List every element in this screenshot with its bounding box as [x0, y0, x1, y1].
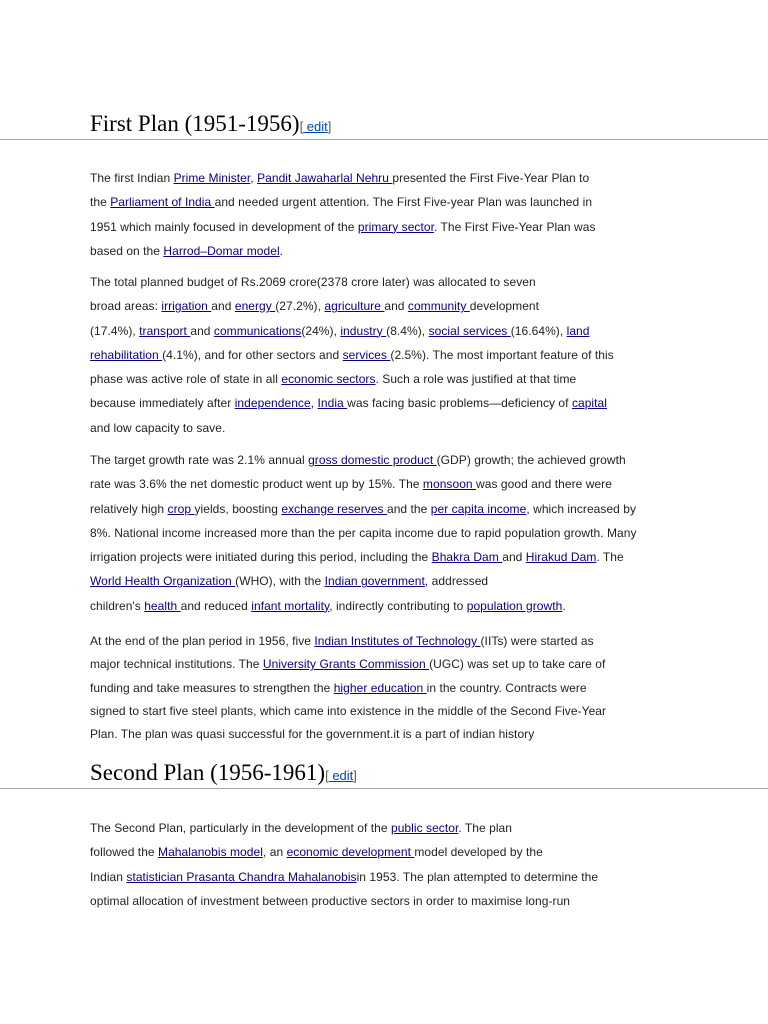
- body-text: (IITs) were started as: [480, 634, 594, 648]
- text-line: [90, 391, 690, 415]
- text-line: [90, 816, 690, 840]
- inline-link[interactable]: Hirakud: [525, 550, 571, 565]
- inline-link[interactable]: World Health Organization: [90, 574, 236, 589]
- body-text: (4.1%), and for other sectors and: [162, 347, 343, 362]
- section-heading-first-plan: [0, 107, 768, 140]
- text-line: [90, 472, 690, 496]
- inline-link[interactable]: Harrod–Domar model: [163, 243, 280, 258]
- text-line: [90, 653, 690, 676]
- body-text: (16.64%),: [510, 323, 567, 338]
- inline-link[interactable]: services: [342, 347, 391, 362]
- body-text: .: [279, 243, 284, 258]
- inline-link[interactable]: Pandit Jawaharlal Nehru: [257, 171, 393, 185]
- edit-link[interactable]: edit: [328, 768, 354, 783]
- body-text: rate was 3.6% the net domestic product went up by 15%. The: [90, 477, 423, 492]
- text-line: [90, 594, 690, 618]
- inline-link[interactable]: Mahalanobis model: [158, 845, 263, 860]
- text-line: [90, 545, 690, 569]
- inline-link[interactable]: infant mortality: [251, 598, 330, 613]
- edit-bracket-open: [: [325, 768, 329, 783]
- inline-link[interactable]: capital: [571, 396, 607, 411]
- body-text: optimal allocation of investment between productive sectors in order to maximise long-run: [90, 893, 571, 908]
- paragraph: [90, 270, 690, 440]
- body-text: model developed by the: [414, 845, 543, 860]
- text-line: [90, 416, 690, 440]
- body-text: yields, boosting: [194, 501, 282, 516]
- inline-link[interactable]: India: [317, 396, 348, 411]
- text-line: [90, 521, 690, 545]
- text-line: [90, 677, 690, 700]
- body-text: . Such a role was justified at that time: [375, 372, 577, 387]
- inline-link[interactable]: statistician: [126, 869, 187, 884]
- body-text: and: [384, 299, 408, 314]
- body-text: irrigation projects were initiated during this period, including the: [90, 550, 432, 565]
- body-text: The Second Plan, particularly in the development of the: [90, 821, 391, 835]
- text-line: [90, 865, 690, 889]
- body-text: ,: [250, 171, 258, 185]
- body-text: At the end of the plan period in 1956, five: [90, 634, 315, 648]
- body-text: , addressed: [424, 574, 489, 589]
- text-line: [90, 270, 690, 294]
- edit-bracket-close: ]: [353, 768, 357, 783]
- body-text: followed the: [90, 845, 159, 860]
- body-text: development: [469, 299, 540, 314]
- body-text: 8%. National income increased more than the per capita income due to rapid population growth. Many: [90, 525, 637, 540]
- inline-link[interactable]: exchange reserves: [281, 501, 387, 516]
- body-text: broad areas:: [90, 299, 162, 314]
- body-text: 1951 which mainly focused in development of the: [90, 219, 358, 234]
- body-text: , an: [262, 845, 287, 860]
- inline-link[interactable]: economic sectors: [281, 372, 376, 387]
- inline-link[interactable]: Indian government: [324, 574, 425, 589]
- body-text: was good and there were: [476, 477, 612, 492]
- text-line: [90, 840, 690, 864]
- paragraph: [90, 816, 690, 913]
- body-text: (WHO), with the: [235, 574, 325, 589]
- body-text: (2.5%). The most important feature of this: [390, 347, 614, 362]
- text-line: [90, 239, 690, 263]
- inline-link[interactable]: industry: [340, 323, 387, 338]
- inline-link[interactable]: Prime Minister: [173, 171, 251, 185]
- text-line: [90, 700, 690, 723]
- text-line: [90, 723, 690, 746]
- body-text: was facing basic problems—deficiency of: [347, 396, 572, 411]
- inline-link[interactable]: crop: [167, 501, 195, 516]
- body-text: (8.4%),: [386, 323, 429, 338]
- body-text: signed to start five steel plants, which came into existence in the middle of the Second Five-Year: [90, 703, 607, 718]
- body-text: major technical institutions. The: [90, 657, 263, 672]
- text-line: [90, 497, 690, 521]
- inline-link[interactable]: Indian Institutes of Technology: [314, 634, 481, 648]
- inline-link[interactable]: irrigation: [161, 299, 212, 314]
- inline-link[interactable]: primary sector: [357, 219, 434, 234]
- body-text: and: [211, 299, 235, 314]
- body-text: based on the: [90, 243, 164, 258]
- text-line: [90, 448, 690, 472]
- body-text: because immediately after: [90, 396, 235, 411]
- body-text: and low capacity to save.: [90, 420, 226, 435]
- inline-link[interactable]: per capita income: [430, 501, 527, 516]
- edit-link[interactable]: edit: [303, 119, 328, 134]
- body-text: . The: [596, 550, 624, 565]
- heading-title: First Plan (1951-1956): [90, 111, 300, 136]
- body-text: . The plan: [458, 821, 512, 835]
- text-line: [90, 190, 690, 214]
- inline-link[interactable]: economic development: [286, 845, 415, 860]
- section-heading-second-plan: [0, 756, 768, 789]
- text-line: [90, 569, 690, 593]
- text-line: [90, 166, 690, 190]
- body-text: phase was active role of state in all: [90, 372, 282, 387]
- body-text: (27.2%),: [275, 299, 325, 314]
- paragraph: [90, 630, 690, 746]
- edit-bracket-open: [: [299, 119, 304, 134]
- body-text: presented the First Five-Year Plan to: [392, 171, 590, 185]
- inline-link[interactable]: rehabilitation: [90, 347, 163, 362]
- inline-link[interactable]: transport: [139, 323, 191, 338]
- body-text: the: [90, 195, 111, 210]
- body-text: in the country. Contracts were: [426, 680, 587, 695]
- body-text: , which increased by: [526, 501, 637, 516]
- body-text: (24%),: [301, 323, 341, 338]
- paragraph: [90, 166, 690, 263]
- body-text: Indian: [90, 869, 127, 884]
- text-line: [90, 319, 690, 343]
- body-text: The total planned budget of Rs.2069 crore(2378 crore later) was allocated to seven: [90, 275, 536, 289]
- body-text: Plan. The plan was quasi successful for the government.it is a part of indian history: [90, 727, 535, 742]
- paragraph: [90, 448, 690, 618]
- inline-link[interactable]: public sector: [390, 821, 459, 835]
- inline-link[interactable]: community: [407, 299, 470, 314]
- inline-link[interactable]: agriculture: [324, 299, 385, 314]
- inline-link[interactable]: higher education: [333, 680, 427, 695]
- body-text: funding and take measures to strengthen the: [90, 680, 334, 695]
- text-line: [90, 215, 690, 239]
- body-text: in 1953. The plan attempted to determine the: [356, 869, 599, 884]
- body-text: and reduced: [180, 598, 252, 613]
- body-text: children's: [90, 598, 145, 613]
- body-text: ,: [310, 396, 318, 411]
- inline-link[interactable]: University Grants Commission: [262, 657, 430, 672]
- inline-link[interactable]: Dam: [570, 550, 597, 565]
- body-text: and: [190, 323, 214, 338]
- body-text: , indirectly contributing to: [329, 598, 467, 613]
- body-text: (UGC) was set up to take care of: [429, 657, 606, 672]
- inline-link[interactable]: monsoon: [422, 477, 477, 492]
- body-text: The first Indian: [90, 171, 174, 185]
- heading-row: [90, 111, 331, 137]
- inline-link[interactable]: Parliament of India: [110, 195, 215, 210]
- inline-link[interactable]: population growth: [466, 598, 563, 613]
- body-text: .: [562, 598, 566, 613]
- text-line: [90, 630, 690, 653]
- heading-title: Second Plan (1956-1961): [90, 760, 326, 785]
- inline-link[interactable]: social services: [428, 323, 511, 338]
- body-text: . The First Five-Year Plan was: [433, 219, 596, 234]
- body-text: and needed urgent attention. The First Five-year Plan was launched in: [214, 195, 593, 210]
- inline-link[interactable]: energy: [234, 299, 276, 314]
- body-text: and the: [386, 501, 431, 516]
- edit-bracket-close: ]: [327, 119, 332, 134]
- body-text: (GDP) growth; the achieved growth: [436, 453, 626, 467]
- inline-link[interactable]: Prasanta Chandra Mahalanobis: [186, 869, 357, 884]
- inline-link[interactable]: communications: [213, 323, 302, 338]
- body-text: The target growth rate was 2.1% annual: [90, 453, 309, 467]
- text-line: [90, 343, 690, 367]
- inline-link[interactable]: health: [144, 598, 181, 613]
- inline-link[interactable]: Bhakra Dam: [431, 550, 503, 565]
- body-text: (17.4%),: [90, 323, 140, 338]
- inline-link[interactable]: gross domestic product: [308, 453, 437, 467]
- text-line: [90, 889, 690, 913]
- text-line: [90, 367, 690, 391]
- heading-row: [90, 760, 357, 786]
- inline-link[interactable]: land: [566, 323, 590, 338]
- body-text: and: [502, 550, 526, 565]
- body-text: relatively high: [90, 501, 168, 516]
- inline-link[interactable]: independence: [234, 396, 311, 411]
- text-line: [90, 294, 690, 318]
